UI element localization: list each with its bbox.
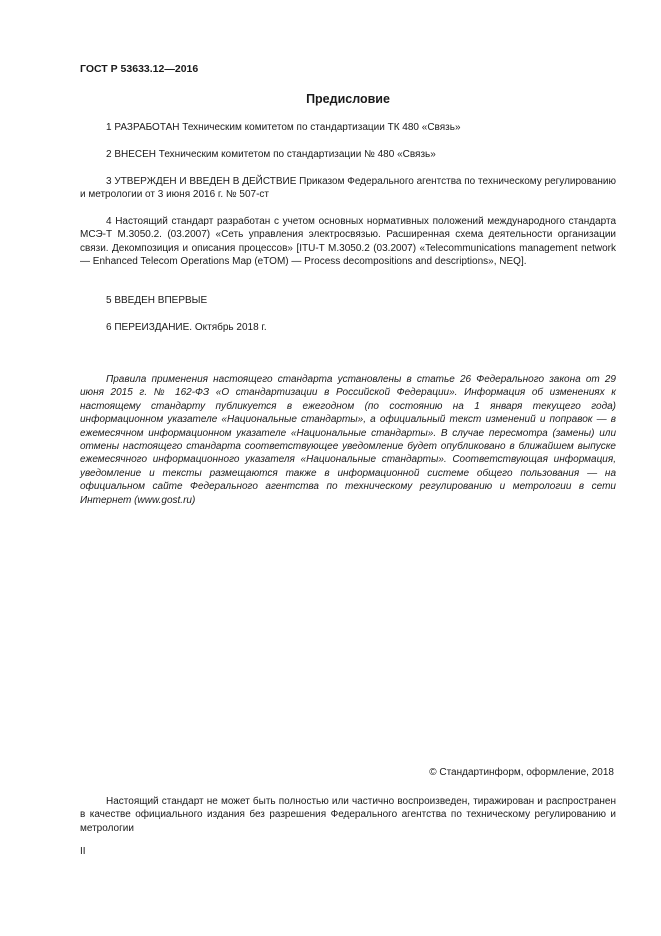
foreword-item-1: 1 РАЗРАБОТАН Техническим комитетом по стандартизации ТК 480 «Связь»	[106, 122, 461, 133]
foreword-item-4: 4 Настоящий стандарт разработан с учетом основных нормативных положений международного стандарта МСЭ-Т М.3050.2. (03.2007) «Сеть управления электросвязью. Расширенная схема деятельности организации связи. Декомпозиция и описания процессов» [ITU-T M.3050.2 (03.2007) «Telecommunications management network — Enhanced Telecom Operations Map (eTOM) — Process decompositions and descriptions», NEQ].	[80, 216, 616, 268]
page-title: Предисловие	[306, 92, 390, 106]
foreword-item-3: 3 УТВЕРЖДЕН И ВВЕДЕН В ДЕЙСТВИЕ Приказом Федерального агентства по техническому регулированию и метрологии от 3 июня 2016 г. № 507-ст	[80, 176, 616, 201]
copyright-line: © Стандартинформ, оформление, 2018	[429, 767, 614, 778]
foreword-item-2: 2 ВНЕСЕН Техническим комитетом по стандартизации № 480 «Связь»	[106, 149, 436, 160]
rights-statement: Настоящий стандарт не может быть полностью или частично воспроизведен, тиражирован и распространен в качестве официального издания без разрешения Федерального агентства по техническому регулированию и метрологии	[80, 796, 616, 834]
application-notice: Правила применения настоящего стандарта установлены в статье 26 Федерального закона от 29 июня 2015 г. № 162-ФЗ «О стандартизации в Российской Федерации». Информация об изменениях к настоящему стандарту публикуется в ежегодном (по состоянию на 1 января текущего года) информационном указателе «Национальные стандарты», а официальный текст изменений и поправок — в ежемесячном информационном указателе «Национальные стандарты». В случае пересмотра (замены) или отмены настоящего стандарта соответствующее уведомление будет опубликовано в ближайшем выпуске ежемесячного информационного указателя «Национальные стандарты». Соответствующая информация, уведомление и тексты размещаются также в информационной системе общего пользования — на официальном сайте Федерального агентства по техническому регулированию и метрологии в сети Интернет (www.gost.ru)	[80, 374, 616, 506]
page-number: II	[80, 846, 86, 857]
foreword-item-6: 6 ПЕРЕИЗДАНИЕ. Октябрь 2018 г.	[106, 322, 267, 333]
foreword-item-5: 5 ВВЕДЕН ВПЕРВЫЕ	[106, 295, 208, 306]
standard-code: ГОСТ Р 53633.12—2016	[80, 63, 199, 75]
